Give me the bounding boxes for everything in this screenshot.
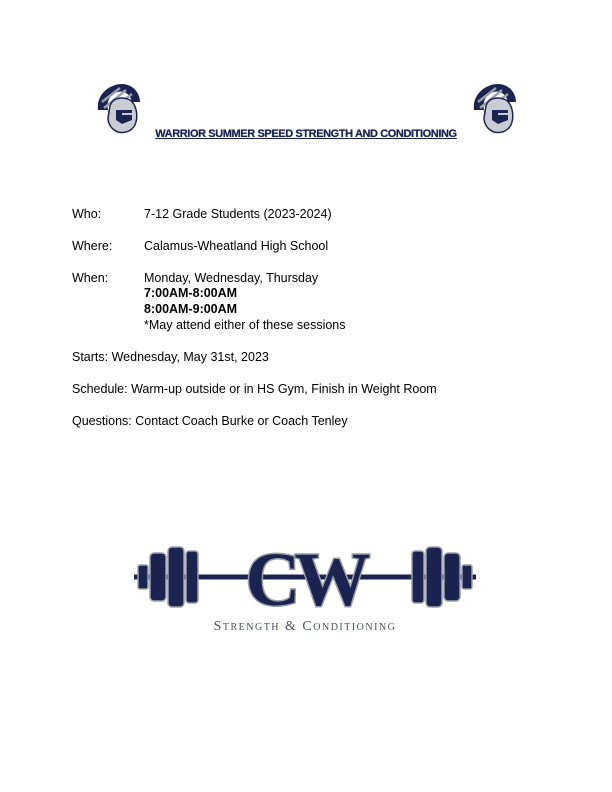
- when-note: *May attend either of these sessions: [144, 318, 346, 332]
- when-session-2: 8:00AM-9:00AM: [144, 302, 238, 316]
- when-days: Monday, Wednesday, Thursday: [144, 271, 319, 285]
- emblem-letters: CW: [245, 538, 365, 622]
- who-value: 7-12 Grade Students (2023-2024): [144, 207, 332, 221]
- when-label: When:: [72, 271, 109, 285]
- where-label: Where:: [72, 239, 113, 253]
- emblem-caption: Strength & Conditioning: [213, 619, 397, 634]
- cw-strength-emblem: [130, 525, 480, 637]
- where-value: Calamus-Wheatland High School: [144, 239, 329, 253]
- page-title: WARRIOR SUMMER SPEED STRENGTH AND CONDITIONING: [155, 128, 457, 140]
- schedule-line: Schedule: Warm-up outside or in HS Gym, Finish in Weight Room: [72, 382, 437, 396]
- questions-line: Questions: Contact Coach Burke or Coach Tenley: [72, 414, 348, 428]
- who-label: Who:: [72, 207, 102, 221]
- starts-line: Starts: Wednesday, May 31st, 2023: [72, 350, 269, 364]
- when-session-1: 7:00AM-8:00AM: [144, 286, 238, 300]
